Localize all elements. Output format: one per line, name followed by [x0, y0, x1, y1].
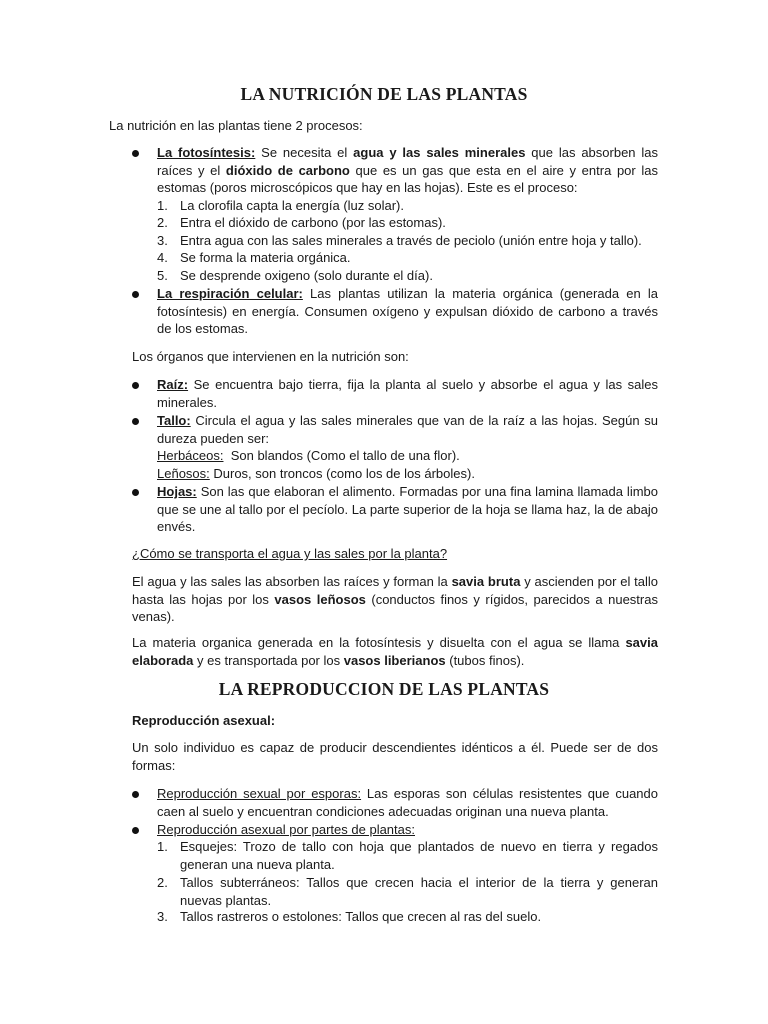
title-reproduccion: LA REPRODUCCION DE LAS PLANTAS: [218, 679, 550, 699]
lenosos-text: Duros, son troncos (como los de los árboles).: [209, 466, 475, 481]
bullet-icon: [132, 150, 139, 157]
savia-bruta-paragraph: [132, 573, 658, 626]
partes-label: Reproducción asexual por partes de plantas:: [157, 822, 415, 837]
fotosintesis-bold-1: agua y las sales minerales: [353, 145, 526, 160]
intro-text: La nutrición en las plantas tiene 2 procesos:: [109, 118, 363, 133]
bruta-text-3: (conductos finos y rígidos, parecidos a nuestras venas).: [132, 591, 658, 625]
step-text: La clorofila capta la energía (luz solar).: [180, 198, 405, 213]
step-number: 1.: [157, 198, 168, 213]
partes-item: [157, 821, 658, 839]
step-number: 2.: [157, 215, 168, 230]
savia-elaborada-paragraph: [132, 634, 658, 669]
bullet-icon: [132, 291, 139, 298]
tallo-text: Circula el agua y las sales minerales que van de la raíz a las hojas. Según su dureza pueden ser:: [157, 413, 658, 446]
bullet-icon: [132, 382, 139, 389]
bruta-text-1: El agua y las sales las absorben las raíces y forman la: [132, 574, 452, 589]
step-number: 2.: [157, 875, 168, 890]
fotosintesis-bold-2: dióxido de carbono: [225, 162, 350, 178]
raiz-label: Raíz:: [157, 377, 189, 392]
bullet-icon: [132, 791, 139, 798]
raiz-text: Se encuentra bajo tierra, fija la planta al suelo y absorbe el agua y las sales minerales.: [157, 377, 658, 410]
step-number: 5.: [157, 268, 168, 283]
hojas-item: [157, 483, 658, 536]
elab-text-3: (tubos finos).: [445, 652, 525, 668]
step-text: Entra el dióxido de carbono (por las estomas).: [180, 215, 446, 230]
respiracion-label: La respiración celular:: [157, 286, 303, 301]
fotosintesis-text-2: que las absorben las raíces y el: [157, 145, 658, 178]
step-text: Esquejes: Trozo de tallo con hoja que plantados de nuevo en tierra y regados generan una nueva planta.: [180, 839, 658, 872]
step-text: Entra agua con las sales minerales a través de peciolo (unión entre hoja y tallo).: [180, 233, 642, 248]
step-number: 3.: [157, 909, 168, 924]
tallo-label: Tallo:: [157, 413, 191, 428]
question-heading: ¿Cómo se transporta el agua y las sales por la planta?: [132, 546, 448, 561]
fotosintesis-item: [157, 144, 658, 197]
step-text: Se desprende oxigeno (solo durante el día).: [180, 268, 433, 283]
bullet-icon: [132, 418, 139, 425]
raiz-item: [157, 376, 658, 411]
elab-bold-1: savia elaborada: [132, 635, 658, 668]
asexual-intro: Un solo individuo es capaz de producir descendientes idénticos a él. Puede ser de dos formas:: [132, 740, 658, 773]
step-text: Tallos subterráneos: Tallos que crecen hacia el interior de la tierra y generan nuevas plantas.: [180, 875, 658, 908]
bullet-icon: [132, 489, 139, 496]
herbaceos-label: Herbáceos:: [157, 448, 224, 463]
respiracion-item: [157, 285, 658, 338]
tallo-item: [157, 412, 658, 447]
organos-intro: Los órganos que intervienen en la nutrición son:: [132, 349, 409, 364]
fotosintesis-text-1: Se necesita el: [255, 145, 354, 160]
hojas-text: Son las que elaboran el alimento. Formadas por una fina lamina llamada limbo que se une al tallo por el pecíolo. La parte superior de la hoja se llama haz, la de abajo envés.: [157, 484, 658, 535]
step-number: 1.: [157, 839, 168, 854]
asexual-heading: Reproducción asexual:: [132, 713, 276, 728]
step-text: Tallos rastreros o estolones: Tallos que crecen al ras del suelo.: [180, 909, 542, 924]
esporas-label: Reproducción sexual por esporas:: [157, 786, 362, 801]
elab-text-2: y es transportada por los: [193, 652, 344, 668]
title-nutricion: LA NUTRICIÓN DE LAS PLANTAS: [240, 84, 528, 104]
respiracion-text: Las plantas utilizan la materia orgánica (generada en la fotosíntesis) en energía. Consumen oxígeno y expulsan dióxido de carbono a través de los estomas.: [157, 286, 658, 337]
step-text: Se forma la materia orgánica.: [180, 250, 351, 265]
hojas-label: Hojas:: [157, 484, 197, 499]
elab-bold-2: vasos liberianos: [343, 652, 446, 668]
bullet-icon: [132, 827, 139, 834]
fotosintesis-label: La fotosíntesis:: [157, 145, 256, 160]
herbaceos-line: [157, 447, 658, 465]
herbaceos-text: Son blandos (Como el tallo de una flor).: [223, 448, 460, 463]
elab-text-1: La materia organica generada en la fotosíntesis y disuelta con el agua se llama: [132, 635, 626, 650]
lenosos-label: Leñosos:: [157, 466, 210, 481]
bruta-text-2: y ascienden por el tallo hasta las hojas por los: [132, 574, 658, 607]
bruta-bold-2: vasos leñosos: [274, 591, 366, 607]
esporas-text: Las esporas son células resistentes que cuando caen al suelo y encuentran condiciones adecuadas originan una nueva planta.: [157, 786, 658, 819]
bruta-bold-1: savia bruta: [451, 574, 521, 589]
step-number: 3.: [157, 233, 168, 248]
lenosos-line: [157, 465, 658, 483]
step-number: 4.: [157, 250, 168, 265]
fotosintesis-text-3: que es un gas que esta en el aire y entra por las estomas (poros microscópicos que hay en las hojas). Este es el proceso:: [157, 162, 658, 196]
esporas-item: [157, 785, 658, 820]
